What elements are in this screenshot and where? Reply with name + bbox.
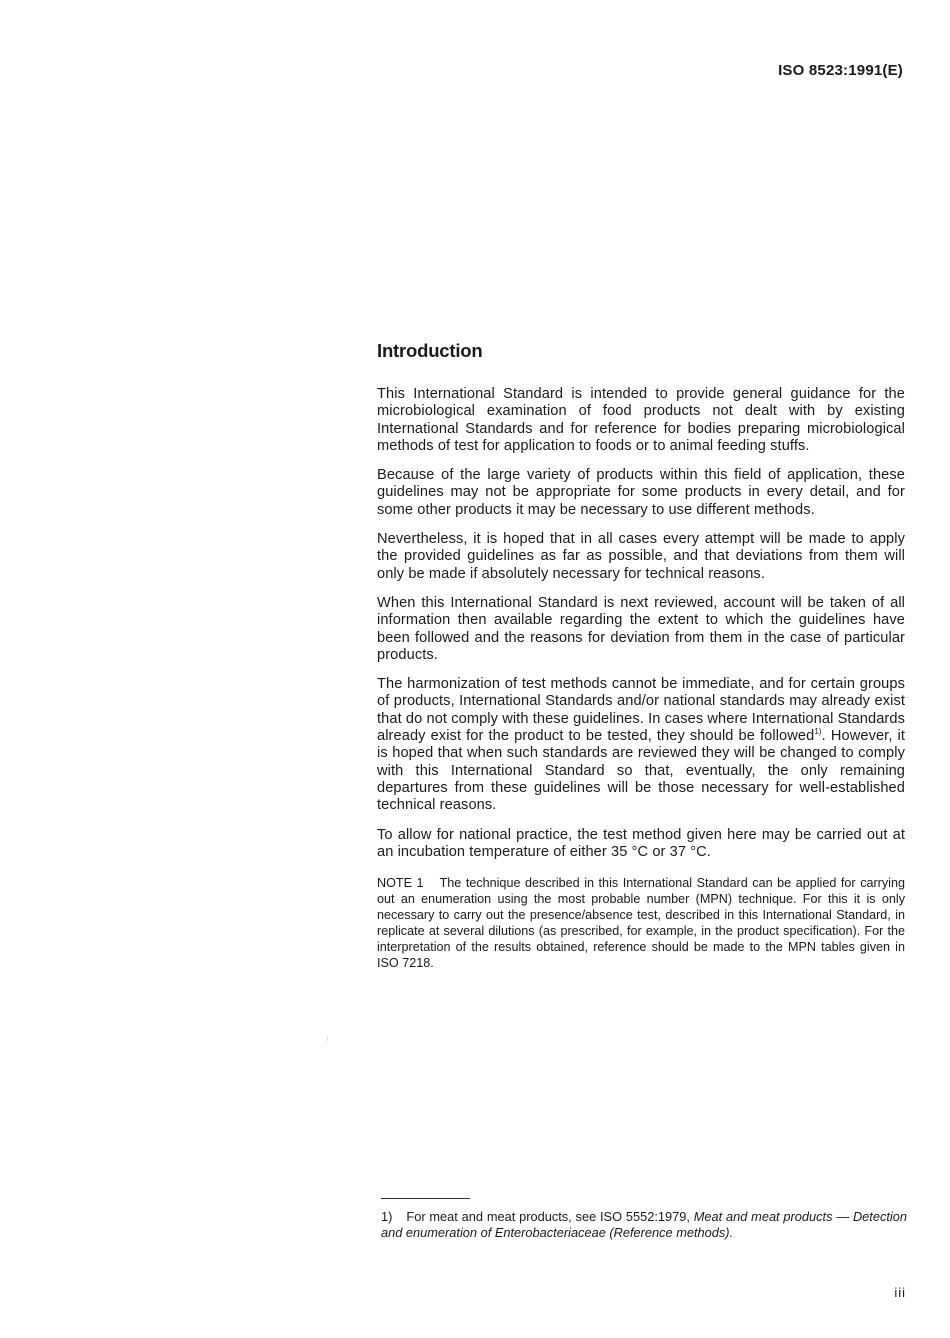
introduction-section [377, 340, 905, 971]
note-1 [377, 875, 905, 971]
note-text: The technique described in this International Standard can be applied for carrying out an enumeration using the most probable number (MPN) technique. For this it is only necessary to carry out the presence/absence test, described in this International Standard, in replicate at several dilutions (as prescribed, for example, in the product specification). For the interpretation of the results obtained, reference should be made to the MPN tables given in ISO 7218. [377, 876, 905, 971]
harmonization-text-start: The harmonization of test methods cannot be immediate, and for certain groups of products, International Standards and/or national standards may already exist that do not comply with these guidelines. In cases where International Standards already exist for the product to be tested, they should be followed [377, 676, 906, 745]
paragraph-harmonization [377, 676, 905, 814]
footnote [381, 1209, 907, 1240]
paragraph-temperature: To allow for national practice, the test method given here may be carried out at an incubation temperature of either 35 °C or 37 °C. [377, 826, 905, 860]
section-title: Introduction [377, 340, 483, 361]
footnote-marker: 1) [381, 1209, 393, 1224]
footnote-divider [381, 1198, 470, 1199]
paragraph-review: When this International Standard is next reviewed, account will be taken of all information then available regarding the extent to which the guidelines have been followed and the reasons for deviation from them in the case of particular products. [377, 594, 905, 663]
document-reference: ISO 8523:1991(E) [778, 62, 903, 79]
paragraph-variety: Because of the large variety of products within this field of application, these guidelines may not be appropriate for some products in every detail, and for some other products it may be necessary to use different methods. [377, 467, 905, 518]
scan-artifact [327, 1037, 328, 1041]
footnote-reference: 1) [814, 727, 822, 737]
paragraph-scope: This International Standard is intended to provide general guidance for the microbiological examination of food products not dealt with by existing International Standards and for reference for bodies preparing microbiological methods of test for application to foods or to animal feeding stuffs. [377, 386, 905, 454]
footnote-cited-title: Meat and meat products — Detection and enumeration of Enterobacteriaceae (Reference methods). [381, 1209, 907, 1240]
harmonization-text-end: . However, it is hoped that when such standards are reviewed they will be changed to comply with this International Standard so that, eventually, the only remaining departures from these guidelines will be those necessary for well-established technical reasons. [377, 728, 906, 814]
footnote-text: For meat and meat products, see ISO 5552:1979, [406, 1209, 690, 1224]
paragraph-deviations: Nevertheless, it is hoped that in all cases every attempt will be made to apply the provided guidelines as far as possible, and that deviations from them will only be made if absolutely necessary for technical reasons. [377, 531, 905, 582]
note-label: NOTE 1 [377, 876, 424, 891]
page-number: iii [894, 1285, 906, 1300]
